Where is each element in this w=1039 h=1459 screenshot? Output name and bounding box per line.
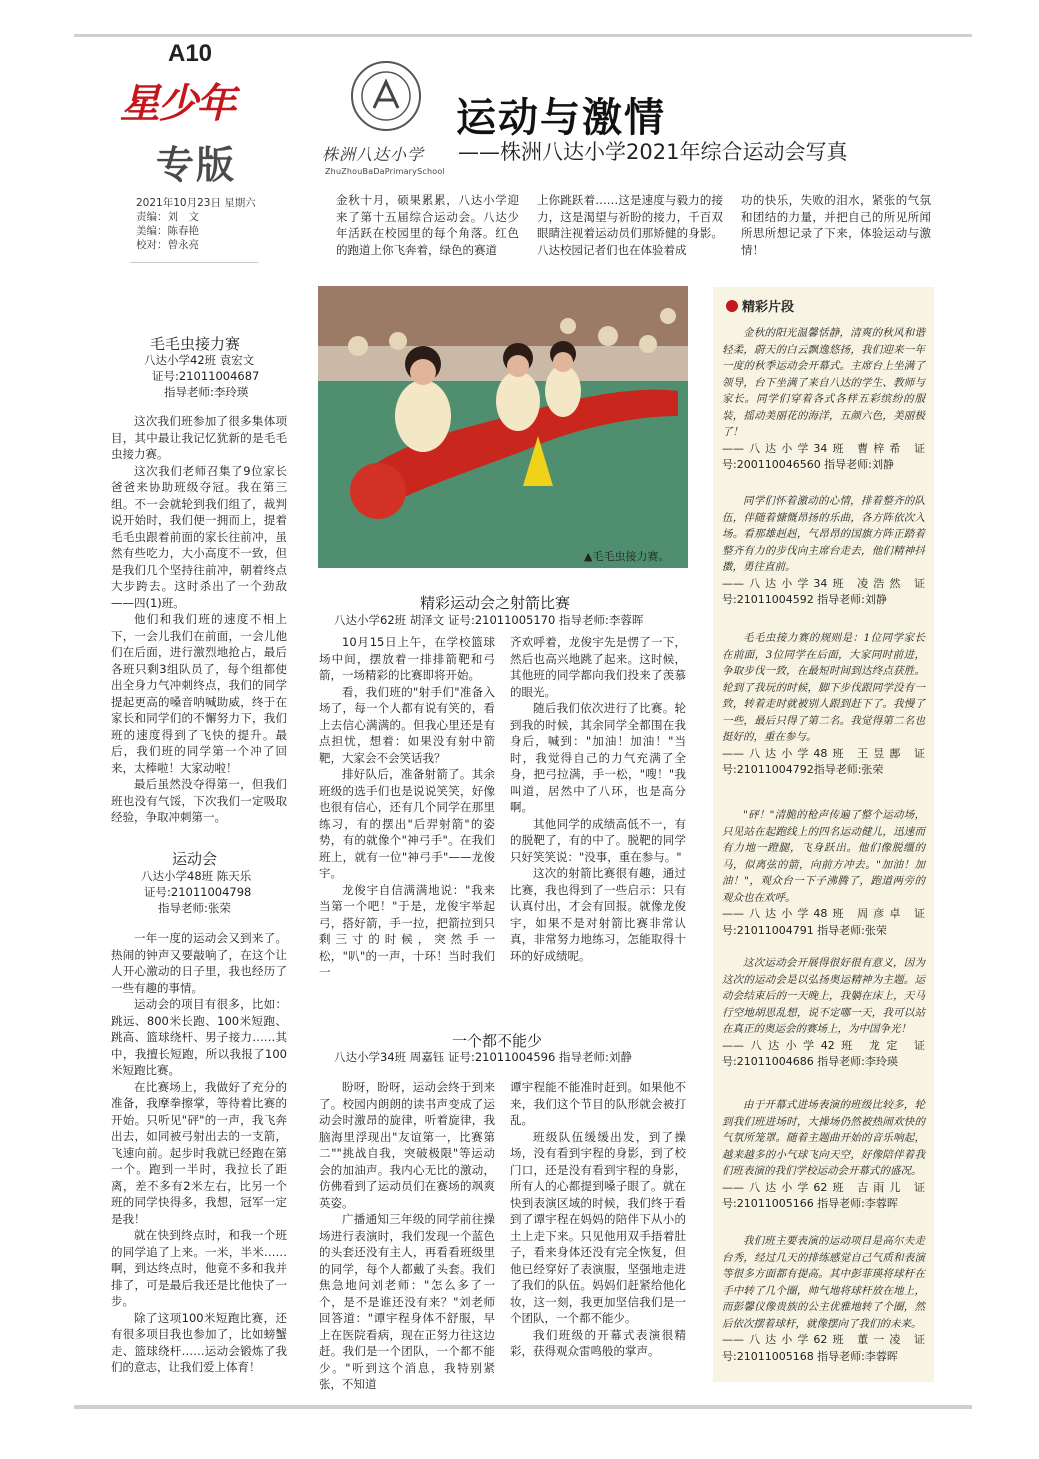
sidebar-item	[722, 630, 925, 807]
school-name-cn: 株洲八达小学	[322, 145, 425, 164]
paragraph: 班级队伍缓缓出发，到了操场，没有看到宇程的身影，到了校门口，还是没有看到宇程的身影，所有人的心都提到嗓子眼了。就在快到表演区域的时候，我们终于看到了谭宇程在妈妈的陪伴下从小的土上走下来。只见他用双手捂着肚子，看来身体还没有完全恢复，但他已经穿好了表演服，坚强地走进了我们的队伍。妈妈们赶紧给他化妆，这一刻，我更加坚信我们是一个团队，一个都不能少。	[510, 1129, 686, 1325]
paragraph: 10月15日上午，在学校篮球场中间，摆放着一排排箭靶和弓箭，一场精彩的比赛即将开始。	[319, 635, 495, 682]
sidebar-item-credit: ——八达小学62班 董一凌 证号:21011005168 指导老师:李蓉晖	[722, 1333, 925, 1363]
paragraph: 我们班级的开幕式表演很精彩，获得观众雷鸣般的掌声。	[510, 1327, 686, 1358]
event-photo	[318, 286, 688, 568]
article-3-col-2	[510, 634, 686, 964]
intro-col-2: 上你跳跃着……这是速度与毅力的接力，这是渴望与祈盼的接力，千百双眼睛注视着运动员们那矫健的身影。八达校园记者们也在体验着成	[537, 193, 723, 257]
sidebar-heading-label: 精彩片段	[742, 300, 795, 315]
sidebar-item	[722, 1097, 925, 1233]
proofreader: 校对：曾永亮	[136, 239, 199, 251]
paragraph: 谭宇程能不能准时赶到。如果他不来，我们这个节目的队形就会被打乱。	[510, 1080, 686, 1127]
article-2-body	[111, 930, 287, 1376]
article-4-col-2	[510, 1079, 686, 1360]
page-title: 运动与激情	[456, 95, 666, 141]
sidebar-item	[722, 955, 925, 1097]
page-subtitle: ——株洲八达小学2021年综合运动会写真	[458, 140, 848, 164]
paragraph: 他们和我们班的速度不相上下，一会儿我们在前面，一会儿他们在后面，进行激烈地抢占，最后各班只剩3组队员了，每个组都使出全身力气冲刺终点，我们的同学提起更高的嗓音呐喊助威，终于在家长和同学们的不懈努力下，我们班的速度得到了飞快的提升。最后，我们班的同学第一个冲了回来，太棒啦！大家动啦！	[111, 612, 287, 775]
sidebar-item-text: "砰！"清脆的枪声传遍了整个运动场，只见站在起跑线上的四名运动健儿，迅速而有力地一蹬腿，飞身跃出。他们像脱缰的马，似离弦的箭，向前方冲去。"加油！加油！"，观众台一下子沸腾了，跑道两旁的观众也在欢呼。	[722, 809, 925, 904]
sidebar-item	[722, 807, 925, 955]
sidebar-heading	[726, 296, 794, 315]
article-1-title: 毛毛虫接力赛	[150, 335, 241, 353]
paragraph: 在比赛场上，我做好了充分的准备，我摩拳擦掌，等待着比赛的开始。只听见"砰"的一声，我飞奔出去，如同被弓射出去的一支箭，飞速向前。起步时我就已经跑在第一个。跑到一半时，我拉长了距离，差不多有2米左右，比另一个班的同学快得多，我想，冠军一定是我！	[111, 1079, 287, 1226]
sidebar-item-text: 这次运动会开展得很好很有意义，因为这次的运动会是以弘扬奥运精神为主题。运动会结束后的一天晚上，我躺在床上，天马行空地胡思乱想，说不定哪一天，我可以站在真正的奥运会的赛场上，为中国争光！	[722, 957, 925, 1035]
article-4-col-1	[319, 1079, 495, 1393]
sidebar-item-credit: ——八达小学62班 吉雨儿 证号:21011005166 指导老师:李蓉晖	[722, 1180, 925, 1210]
paragraph: 排好队后，准备射箭了。其余班级的选手们也是说说笑笑，好像也很有信心，还有几个同学在那里练习，有的摆出"后羿射箭"的姿势，有的就像个"神弓手"。在我们班上，就有一位"神弓手"——龙俊宇。	[319, 767, 495, 880]
sidebar-item-credit: ——八达小学42班 龙定 证号:21011004686 指导老师:李玲瑛	[722, 1038, 925, 1068]
intro-col-1: 金秋十月，硕果累累，八达小学迎来了第十五届综合运动会。八达少年活跃在校园里的每个角落。红色的跑道上你飞奔着，绿色的赛道	[336, 193, 519, 257]
paragraph: 最后虽然没夺得第一，但我们班也没有气馁，下次我们一定吸取经验，争取冲刺第一。	[111, 777, 287, 824]
paragraph: 运动会的项目有很多，比如：跳远、800米长跑、100米短跑、跳高、篮球绕杆、男子接力……其中，我擅长短跑，所以我报了100米短跑比赛。	[111, 997, 287, 1077]
paragraph: 齐欢呼着，龙俊宇先是愣了一下，然后也高兴地跳了起来。这时候，其他班的同学都向我们投来了羡慕的眼光。	[510, 635, 686, 699]
bottom-rule	[74, 1405, 972, 1409]
paragraph: 广播通知三年级的同学前往操场进行表演时，我们发现一个蓝色的头套还没有主人，再看看班级里的同学，每个人都戴了头套。我们焦急地问刘老师："怎么多了一个，是不是谁还没有来？"刘老师回答道："谭宇程身体不舒服，早上在医院看病，现在正努力往这边赶。我们是一个团队，一个都不能少。"听到这个消息，我特别紧张，不知道	[319, 1212, 495, 1391]
sidebar-item-credit: ——八达小学34班 曹梓希 证号:200110046560 指导老师:刘静	[722, 441, 925, 471]
paragraph: 随后我们依次进行了比赛。轮到我的时候，其余同学全都围在我身后，喊到："加油！加油！"当时，我觉得自己的力气充满了全身，把弓拉满，手一松，"嗖！"我叫道，居然中了八环，也是高分啊。	[510, 701, 686, 814]
editor: 责编：刘 文	[136, 211, 199, 223]
paragraph: 就在快到终点时，和我一个班的同学追了上来。一米，半米……啊，到达终点时，他竟不多和我并排了，可是最后我还是比他快了一步。	[111, 1228, 287, 1308]
sidebar-item-credit: ——八达小学34班 凌浩然 证号:21011004592 指导老师:刘静	[722, 576, 925, 606]
article-3-col-1	[319, 634, 495, 981]
sidebar-items	[722, 325, 925, 1365]
article-1-byline: 八达小学42班 袁宏文	[144, 353, 255, 367]
article-4-byline: 八达小学34班 周嘉钰 证号:21011004596 指导老师:刘静	[334, 1050, 632, 1064]
school-seal-icon	[350, 60, 422, 132]
article-2-cert: 证号:21011004798	[144, 885, 252, 899]
sidebar-item-text: 我们班主要表演的运动项目是高尔夫走台秀，经过几天的排练感觉自己气质和表演等很多方面都有提高。其中彭菲瑛将球杆在手中转了几个圈，帅气地将球杆放在地上，而彭馨仪像贵族的公主优雅地转了个圈，然后依次摆着球杆，就像摆向了我们的未来。	[722, 1235, 925, 1330]
art-editor: 美编：陈春艳	[136, 225, 199, 237]
paragraph: 一年一度的运动会又到来了。热闹的钟声又要敲响了，在这个让人开心激动的日子里，我也经历了一些有趣的事情。	[111, 931, 287, 995]
sidebar-item	[722, 325, 925, 493]
sidebar-item-text: 金秋的阳光温馨恬静，清爽的秋风和谐轻柔，蔚天的白云飘逸悠扬，我们迎来一年一度的秋季运动会开幕式。主席台上坐满了领导，台下坐满了来自八达的学生、教师与家长。同学们穿着各式各样五彩缤纷的服装，摇动美丽花的海洋，五颜六色，美丽极了！	[722, 327, 925, 438]
issue-meta	[136, 196, 256, 252]
sidebar-item-text: 由于开幕式进场表演的班级比较多，轮到我们班进场时，大操场仍然被热闹欢快的气氛所笼罩。随着主题曲开始的音乐响起，越来越多的小气球飞向天空，好像陪伴着我们班表演的我们学校运动会开幕式的盛况。	[722, 1099, 925, 1177]
paragraph: 盼呀，盼呀，运动会终于到来了。校园内朗朗的读书声变成了运动会时激昂的旋律，听着旋律，我脑海里浮现出"友谊第一，比赛第二""挑战自我，突破极限"等运动会的加油声。我内心无比的激动，仿佛看到了运动员们在赛场的飒爽英姿。	[319, 1080, 495, 1210]
paragraph: 这次我们老师召集了9位家长爸爸来协助班级夺冠。我在第三组。不一会就轮到我们组了，裁判说开始时，我们便一拥而上，提着毛毛虫跟着前面的家长往前冲，虽然有些吃力，大小高度不一致，但是我们几个坚持往前冲，朝着终点大步跨去。这时杀出了一个劲敌——四(1)班。	[111, 463, 287, 610]
paragraph: 其他同学的成绩高低不一，有的脱靶了，有的中了。脱靶的同学只好笑笑说："没事，重在参与。"	[510, 816, 686, 864]
article-1-body	[111, 413, 287, 826]
paragraph: 看，我们班的"射手们"准备入场了，每一个人都有说有笑的，看上去信心满满的。但我心里还是有点担忧，想着：如果没有射中箭靶，大家会不会笑话我？	[319, 684, 495, 765]
photo-caption: ▲毛毛虫接力赛。	[584, 550, 670, 563]
sidebar-item-text: 同学们怀着激动的心情，排着整齐的队伍，伴随着慷慨昂扬的乐曲，各方阵依次入场。看那雄赳赳，气昂昂的国旗方阵正踏着整齐有力的步伐向主席台走去，他们精神抖擞，勇往直前。	[722, 495, 925, 573]
article-1-teacher: 指导老师:李玲瑛	[164, 385, 249, 399]
issue-date: 2021年10月23日 星期六	[136, 197, 256, 209]
sidebar-item	[722, 1233, 925, 1365]
school-name-en: ZhuZhouBaDaPrimarySchool	[325, 167, 445, 176]
article-3-title: 精彩运动会之射箭比赛	[420, 594, 571, 612]
brand-logo-text: 星少年	[120, 81, 234, 127]
paragraph: 这次的射箭比赛很有趣，通过比赛，我也得到了一些启示：只有认真付出，才会有回报。就像龙俊宇，如果不是对射箭比赛非常认真，非常努力地练习，怎能取得十环的好成绩呢。	[510, 866, 686, 963]
meta-divider	[130, 262, 258, 263]
sidebar-item	[722, 493, 925, 630]
article-3-byline: 八达小学62班 胡泽文 证号:21011005170 指导老师:李蓉晖	[334, 613, 644, 627]
page-number: A10	[168, 40, 213, 67]
sidebar-item-text: 毛毛虫接力赛的规则是：1位同学家长在前面，3位同学在后面，大家同时前进，争取步伐一致，在最短时间到达终点获胜。轮到了我玩的时候，脚下步伐跟同学没有一致，转着走时就被别人跟到赶下了。我慢了一些，最后只得了第二名。我觉得第二名也挺好的，重在参与。	[722, 632, 925, 743]
article-4-title: 一个都不能少	[452, 1032, 543, 1050]
article-2-teacher: 指导老师:张荣	[158, 901, 231, 915]
paragraph: 除了这项100米短跑比赛，还有很多项目我也参加了，比如螃蟹走、篮球绕杆……运动会锻炼了我们的意志，让我们爱上体育！	[111, 1310, 287, 1374]
caterpillar-race-image	[318, 286, 688, 568]
article-2-title: 运动会	[172, 850, 218, 868]
paragraph: 龙俊宇自信满满地说："我来当第一个吧！"于是，龙俊宇举起弓，搭好箭，手一拉，把箭拉到只剩三寸的时候，突然手一松，"叭"的一声，十环！当时我们一	[319, 882, 495, 979]
top-rule	[74, 34, 972, 37]
paragraph: 这次我们班参加了很多集体项目，其中最让我记忆犹新的是毛毛虫接力赛。	[111, 414, 287, 461]
article-2-byline: 八达小学48班 陈天乐	[141, 869, 252, 883]
highlight-bullet-icon	[726, 300, 738, 312]
brand-subtitle: 专版	[156, 142, 237, 187]
sidebar-item-credit: ——八达小学48班 周彦卓 证号:21011004791 指导老师:张荣	[722, 907, 925, 937]
article-1-cert: 证号:21011004687	[152, 369, 260, 383]
intro-col-3: 功的快乐，失败的泪水，紧张的气氛和团结的力量，并把自己的所见所闻所思所想记录了下来，体验运动与激情！	[741, 193, 931, 257]
sidebar-item-credit: ——八达小学48班 王昱鄌 证号:21011004792指导老师:张荣	[722, 746, 925, 776]
